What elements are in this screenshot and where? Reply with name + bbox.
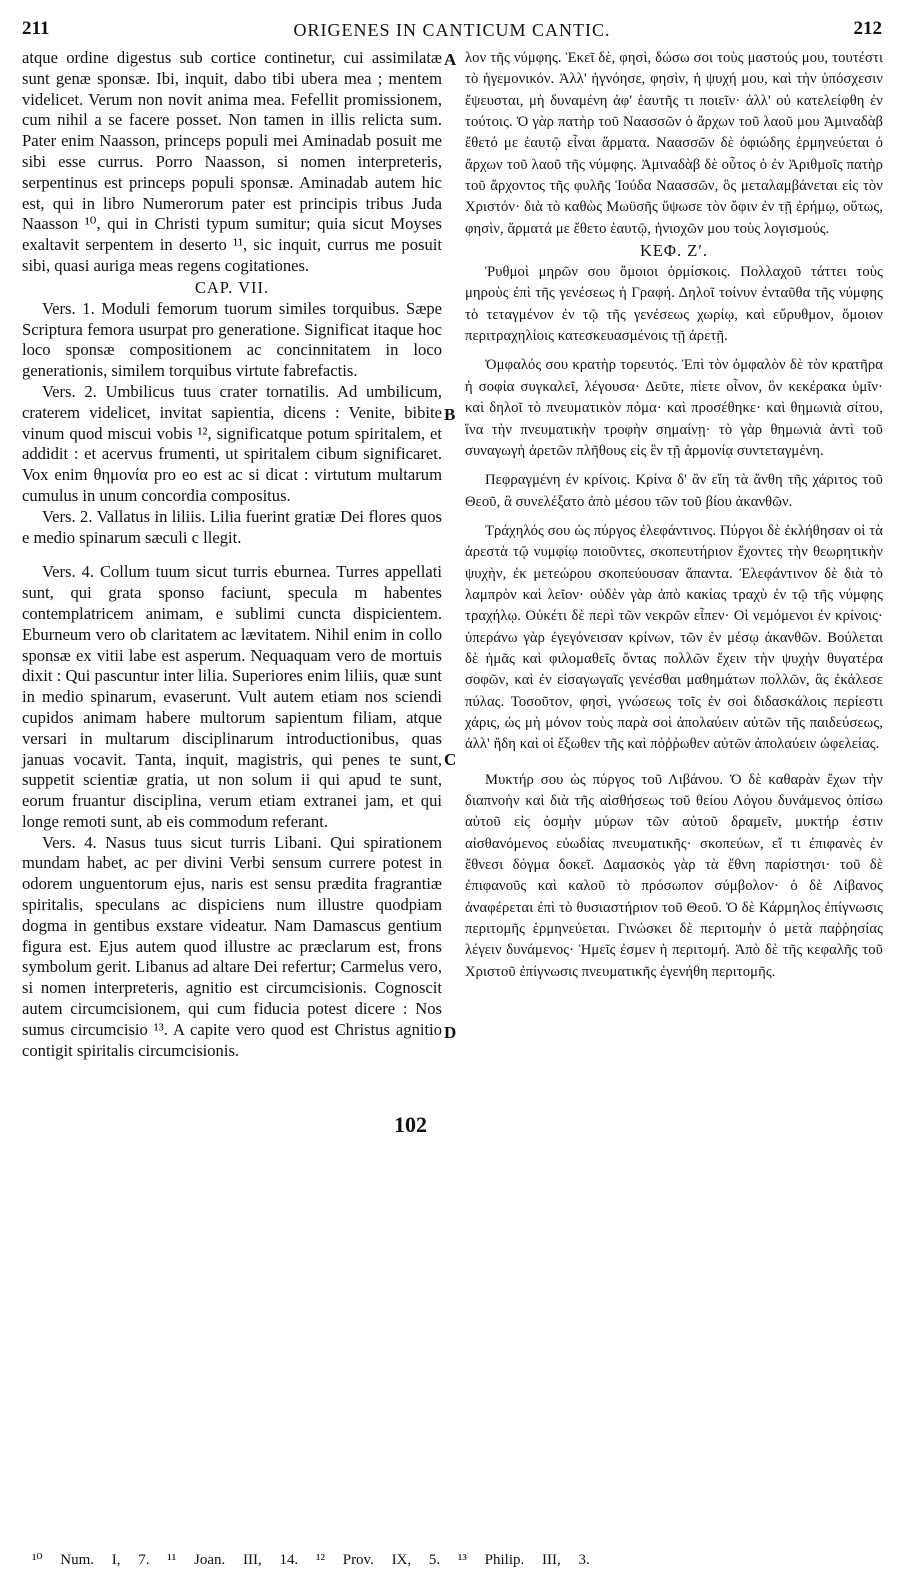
latin-chapter-heading: CAP. VII. <box>194 277 270 297</box>
running-title: ORIGENES IN CANTICUM CANTIC. <box>293 20 611 40</box>
margin-letter-c: C <box>444 750 457 769</box>
column-number: 102 <box>394 1112 427 1137</box>
latin-column <box>22 48 442 1061</box>
page-number-left: 211 <box>22 18 50 39</box>
margin-letter-b: B <box>444 405 456 424</box>
page-header <box>22 18 882 44</box>
greek-paragraph-omphalos: Ὀμφαλός σου κρατὴρ τορευτός. Ἐπὶ τὸν ὀμφαλὸν δὲ τὸν κρατῆρα ἡ σοφία συγκαλεῖ, λέγουσα· Δεῦτε, πίετε οἶνον, ὃν κεκέρακα ὑμῖν· καὶ δηλοῖ τὸ πνευματικὸν πόμα· καὶ προσέθηκε· καὶ θημωνιὰ σίτου, ἵνα τὴν πνευματικὴν τροφὴν σημαίνῃ· τὸ γὰρ θημωνιὰ ἀντὶ τοῦ συναγωγὴ ἀρετῶν πλῆθους εἰς ἓν τῇ ἁρμονίᾳ συντεταγμένη. <box>465 357 883 459</box>
greek-paragraph-trachelos: Τράχηλός σου ὡς πύργος ἐλεφάντινος. Πύργοι δὲ ἐκλήθησαν οἱ τὰ ἀρεστὰ τῷ νυμφίῳ ποιοῦντες, σκοπευτήριον ἔχοντες τὴν θεωρητικὴν ψυχὴν, ἐκ μετεώρου σκοπεύουσαν ἅπαντα. Ἐλεφάντινον δὲ διὰ τὸ λαμπρὸν καὶ λεῖον· οὐδὲν γὰρ ἀπὸ κακίας τραχὺ ἐν τῷ τῆς νύμφης τραχήλῳ. Οὐκέτι δὲ περὶ τῶν νεκρῶν εἶπεν· Οἱ νεμόμενοι ἐν κρίνοις· ὑπεράνω γὰρ ἐγεγόνεισαν κρίνων, τῶν ἐν μέσῳ ἀκανθῶν. Βούλεται δὲ ἡμᾶς καὶ φιλομαθεῖς ὄντας πολλῶν ἔχειν τὴν ψυχὴν θυγατέρα σοφῶν, καὶ ἐν εἰσαγωγαῖς γενέσθαι μαθημάτων πολλῶν, ἃς ἐκάλεσε πύλας. Τοσοῦτον, φησὶ, γνώσεως τοῖς ἐν σοὶ διδασκάλοις περίεστι χάρις, ὡς μὴ μόνον τοὺς παρὰ σοὶ ἀπολαύειν αὐτῶν τῆς παιδεύσεως, ἀλλ' ἤδη καὶ οἱ ἔξωθεν τῆς καὶ πόῤῥωθεν αὐτῶν ἀπολαύειν ὠφελείας. <box>465 522 883 753</box>
margin-letter-a: A <box>444 50 457 69</box>
greek-column <box>465 48 883 983</box>
latin-vers2-vallatus-paragraph: Vers. 2. Vallatus in liliis. Lilia fuerint gratiæ Dei flores quos e medio spinarum sæculi c llegit. <box>22 506 442 547</box>
latin-vers4-collum-paragraph: Vers. 4. Collum tuum sicut turris eburnea. Turres appellati sunt, qui grata sponso faciunt, specula m habentes contemplatricem animam, e sublimi cuncta dispicientem. Eburneum vero ob claritatem ac lævitatem. Nihil enim in collo sponsæ ex vitii labe est asperum. Nequaquam vero de mortuis dixit : Qui pascuntur inter lilia. Superiores enim liliis, quæ sunt in medio spinarum, evaserunt. Vult autem etiam nos sciendi cupidos animam habere multorum sapientum filiam, atque versari in multarum disciplinarum introductionibus, quas januas vocavit. Tanta, inquit, magistris, qui penes te sunt, suppetit scientiæ gratia, ut non solum ii qui apud te sunt, eorum fruantur disciplina, verum etiam extranei jam, et qui longe remoti sunt, ab eis commodum referant. <box>22 562 442 831</box>
greek-intro-paragraph: λον τῆς νύμφης. Ἐκεῖ δὲ, φησὶ, δώσω σοι τοὺς μαστούς μου, τουτέστι τὸ ἡγεμονικόν. Ἀλλ' ἠγνόησε, φησὶν, ἡ ψυχή μου, καὶ τὴν ὑπόσχεσιν ἔψευσται, μὴ δυναμένη ἀφ' ἑαυτῆς τι ποιεῖν· ἀλλ' οὐ κατελείφθη ἐν τούτοις. Ὁ γὰρ πατὴρ τοῦ Ναασσῶν ὁ ἄρχων τοῦ λαοῦ μου Ἀμιναδὰβ ἔθετό με ἑαυτῷ εἶναι ἅρματα. Ναασσῶν δὲ ὀφιώδης ἑρμηνεύεται ὁ ἄρχων τοῦ λαοῦ τῆς νύμφης. Ἀμιναδὰβ δὲ οὗτος ὁ ἐν Ἀριθμοῖς πατὴρ τοῦ ἄρχοντος τῆς φυλῆς Ἰούδα Ναασσῶν, ὃς μεταλαμβάνεται εἰς τὸν Χριστόν· διὰ τὸ καθὼς Μωϋσῆς ὕψωσε τὸν ὄφιν ἐν τῇ ἐρήμῳ, οὕτως, φησὶν, ἅρματά με ἔθετο ἑαυτῷ, ἡνιοχῶν μου τοὺς λογισμούς. <box>465 50 883 237</box>
page-number-right: 212 <box>853 18 882 39</box>
greek-paragraph-rythmoi: Ῥυθμοὶ μηρῶν σου ὅμοιοι ὁρμίσκοις. Πολλαχοῦ τάττει τοὺς μηροὺς ἐπὶ τῆς γενέσεως ἡ Γραφή. Δηλοῖ τοίνυν ἐνταῦθα τῆς νύμφης τὸ τεταγμένον ἐν τῷ τῆς γενέσεως χωρίῳ, καὶ εὔρυθμον, ὅμοιον περιτραχηλίοις κατεσκευασμένοις τῇ ἀρετῇ. <box>465 264 883 345</box>
greek-paragraph-pephragmene: Πεφραγμένη ἐν κρίνοις. Κρίνα δ' ἂν εἴη τὰ ἄνθη τῆς χάριτος τοῦ Θεοῦ, ἃ συνελέξατο ἀπὸ μέσου τῶν τοῦ βίου ἀκανθῶν. <box>465 472 883 510</box>
latin-intro-paragraph: atque ordine digestus sub cortice continetur, cui assimilatæ sunt genæ sponsæ. Ibi, inquit, dabo tibi ubera mea ; mentem videlicet. Verum non novit anima mea. Fefellit promissionem, cum nihil a se facere posset. Non tamen in illis relicta sum. Pater enim Naasson, princeps populi mei Aminadab posuit me sibi esse currus. Porro Naasson, si nomen interpreteris, serpentinus est princeps populi sponsæ. Aminadab autem hic est, qui in libro Numerorum pater est principis tribus Juda Naasson ¹⁰, qui in Christi typum sumitur; quia sicut Moyses exaltavit serpentem in deserto ¹¹, sic inquit, currus me posuit sibi, quasi auriga meas regens cogitationes. <box>22 48 442 275</box>
greek-chapter-heading: ΚΕΦ. Ζʹ. <box>639 241 709 261</box>
footnotes: ¹⁰ Num. I, 7. ¹¹ Joan. III, 14. ¹² Prov. IX, 5. ¹³ Philip. III, 3. <box>32 1552 590 1568</box>
margin-letter-d: D <box>444 1023 457 1042</box>
latin-vers1-paragraph: Vers. 1. Moduli femorum tuorum similes torquibus. Sæpe Scriptura femora usurpat pro generatione. Significat itaque hoc loco sponsæ compositionem ac concinnitatem in loco generationis, similem torquibus virtute fabrefactis. <box>22 298 442 381</box>
greek-paragraph-mykter: Μυκτήρ σου ὡς πύργος τοῦ Λιβάνου. Ὁ δὲ καθαρὰν ἔχων τὴν διαπνοὴν καὶ διὰ τῆς αἰσθήσεως τοῦ θείου Λόγου δυνάμενος ὀπίσω αὐτοῦ εἰς ὀσμὴν μύρων τῶν αὐτοῦ δραμεῖν, μυκτήρ ἐστιν αἰσθανόμενος εὐωδίας πνευματικῆς· σκοπεύων, εἴ τι ἐπιφανὲς ἐν ἔθνεσι δόγμα δοκεῖ. Δαμασκὸς γὰρ τὰ ἔθνη παρίστησι· τοῦ δὲ ἐπιφανοῦς καὶ καλοῦ τὸ πρόσωπον σύμβολον· ὁ δὲ Λίβανος ἀναφέρεται ἐπὶ τὸ θυσιαστήριον τοῦ Θεοῦ. Ὁ δὲ Κάρμηλος ἐπίγνωσις περιτομῆς ἑρμηνεύεται. Γινώσκει δὲ περιτομὴν ὁ μετὰ παῤῥησίας λέγειν δυνάμενος· Ἡμεῖς ἐσμεν ἡ περιτομή. Ἀπὸ δὲ τῆς κεφαλῆς τοῦ Χριστοῦ ἐπίγνωσις πνευματικῆς ἐγενήθη περιτομῆς. <box>465 771 883 980</box>
latin-vers2-umbilicus-paragraph: Vers. 2. Umbilicus tuus crater tornatilis. Ad umbilicum, craterem videlicet, invitat sapientia, dicens : Venite, bibite vinum quod miscui vobis ¹², significatque potum spiritalem, et addidit : et acervus frumenti, ut spiritalem cibum significaret. Vox enim θημονία pro eo est ac si dicat : virtutum multarum cumulus in unum concordia compositus. <box>22 381 442 505</box>
latin-vers4-nasus-paragraph: Vers. 4. Nasus tuus sicut turris Libani. Qui spirationem mundam habet, ac per divini Verbi sensum currere potest in odorem unguentorum ejus, naris est sensu prædita fragrantiæ spiritalis, speculans ac dispiciens num illustre quodpiam dogma in gentibus exstare videatur. Nam Damascus gentium figura est. Ejus autem quod illustre ac præclarum est, frons symbolum gerit. Libanus ad altare Dei refertur; Carmelus vero, si nomen interpreteris, agnitio est circumcisionis. Cognoscit autem circumcisionem, qui cum fiducia potest dicere : Nos sumus circumcisio ¹³. A capite vero quod est Christus agnitio contigit spiritalis circumcisionis. <box>22 832 442 1060</box>
